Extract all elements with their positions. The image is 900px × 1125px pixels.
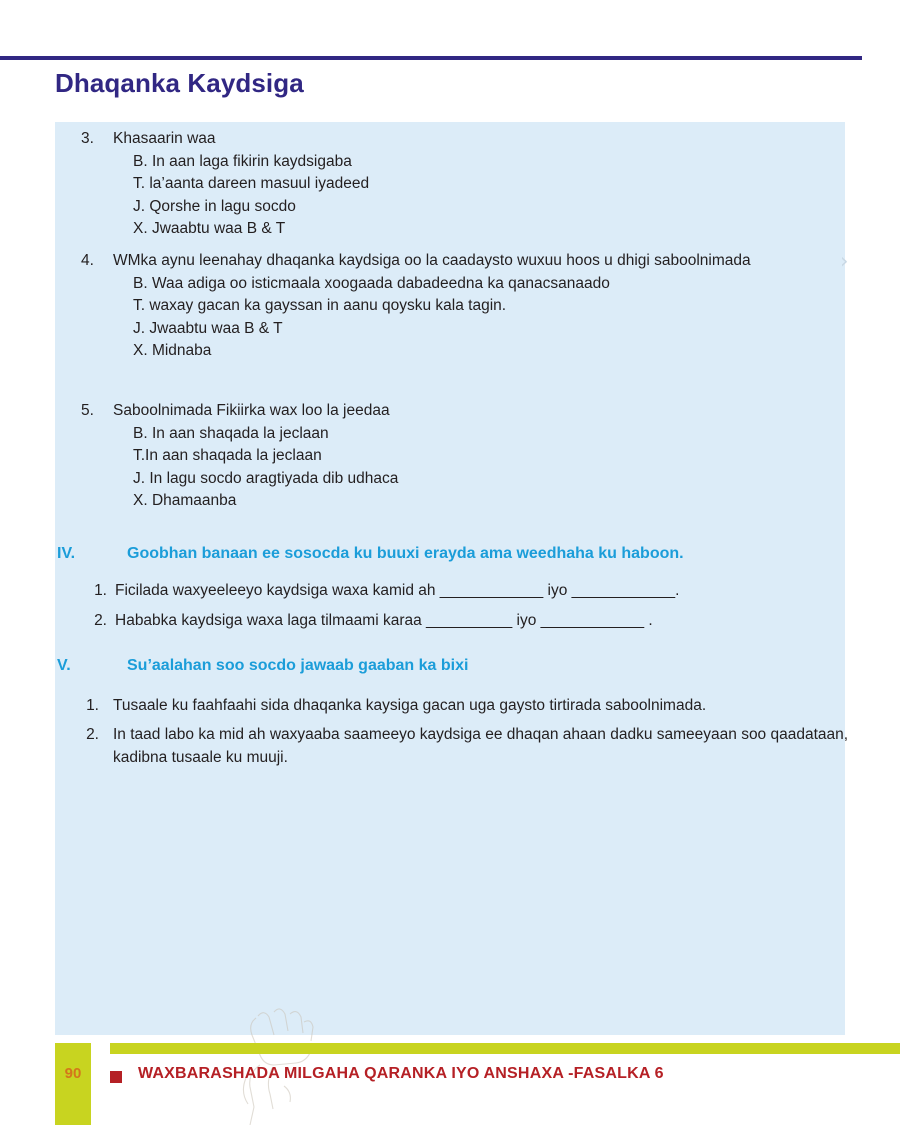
question-option: X. Dhamaanba: [133, 492, 237, 509]
page-title: Dhaqanka Kaydsiga: [55, 68, 304, 98]
question-block: [55, 128, 845, 241]
content-panel-inner: [55, 122, 849, 1035]
page-number-box: [55, 1043, 91, 1125]
header-rule: [0, 56, 862, 60]
fill-blank-item: [55, 609, 845, 632]
question-option: X. Jwaabtu waa B & T: [133, 220, 286, 237]
question-stem-row: [55, 400, 845, 423]
item-number: 2.: [94, 612, 107, 629]
question-option: B. Waa adiga oo isticmaala xoogaada dabadeedna ka qanacsanaado: [133, 274, 610, 292]
content-panel: [55, 122, 849, 1035]
question-option: J. Jwaabtu waa B & T: [133, 319, 283, 337]
section-heading-text: Goobhan banaan ee sosocda ku buuxi erayda ama weedhaha ku haboon.: [127, 545, 684, 562]
page-number: 90: [64, 1065, 82, 1082]
page-footer: [0, 1035, 900, 1125]
item-number: 1.: [86, 697, 99, 714]
item-number: 2.: [86, 726, 99, 743]
item-text: In taad labo ka mid ah waxyaaba saameeyo kaydsiga ee dhaqan ahaan dadku sameeyaan soo qaadataan, kadibna tusaale ku muuji.: [113, 726, 849, 766]
question-option: B. In aan shaqada la jeclaan: [133, 424, 329, 442]
question-stem-text: Saboolnimada Fikiirka wax loo la jeedaa: [113, 402, 390, 419]
question-option: T. waxay gacan ka gayssan in aanu qoysku kala tagin.: [133, 297, 507, 314]
section-heading-v: [55, 657, 845, 675]
question-number: 3.: [81, 130, 94, 147]
question-option: X. Midnaba: [133, 342, 212, 359]
item-number: 1.: [94, 582, 107, 599]
item-text: Ficilada waxyeeleeyo kaydsiga waxa kamid ah ____________ iyo ____________.: [115, 582, 680, 599]
section-heading-text: Su’aalahan soo socdo jawaab gaaban ka bixi: [127, 657, 469, 674]
question-stem-text: WMka aynu leenahay dhaqanka kaydsiga oo la caadaysto wuxuu hoos u dhigi saboolnimada: [113, 252, 751, 269]
item-text: Tusaale ku faahfaahi sida dhaqanka kaysiga gacan uga gaysto tirtirada saboolnimada.: [113, 697, 707, 714]
square-bullet-icon: [110, 1071, 122, 1083]
short-answer-item: [55, 723, 855, 769]
item-text: Hababka kaydsiga waxa laga tilmaami karaa __________ iyo ____________ .: [115, 612, 653, 629]
question-number: 4.: [81, 252, 94, 269]
question-option: J. In lagu socdo aragtiyada dib udhaca: [133, 469, 399, 487]
footer-title: WAXBARASHADA MILGAHA QARANKA IYO ANSHAXA -FASALKA 6: [138, 1065, 664, 1082]
question-option: T. la’aanta dareen masuul iyadeed: [133, 175, 370, 192]
question-stem-text: Khasaarin waa: [113, 130, 216, 147]
question-option: B. In aan laga fikirin kaydsigaba: [133, 152, 352, 170]
question-stem-row: [55, 128, 845, 151]
question-block: [55, 400, 845, 513]
fill-blank-item: [55, 579, 845, 602]
question-number: 5.: [81, 402, 94, 419]
question-block: [55, 250, 845, 363]
footer-accent-bar: [110, 1043, 900, 1054]
question-option: J. Qorshe in lagu socdo: [133, 197, 296, 215]
section-roman-numeral: V.: [57, 657, 71, 674]
question-stem-row: [55, 250, 845, 273]
section-heading-iv: [55, 545, 845, 563]
section-roman-numeral: IV.: [57, 545, 76, 562]
chevron-right-icon: ›: [840, 249, 849, 273]
question-option: T.In aan shaqada la jeclaan: [133, 447, 322, 464]
short-answer-item: [55, 694, 845, 717]
